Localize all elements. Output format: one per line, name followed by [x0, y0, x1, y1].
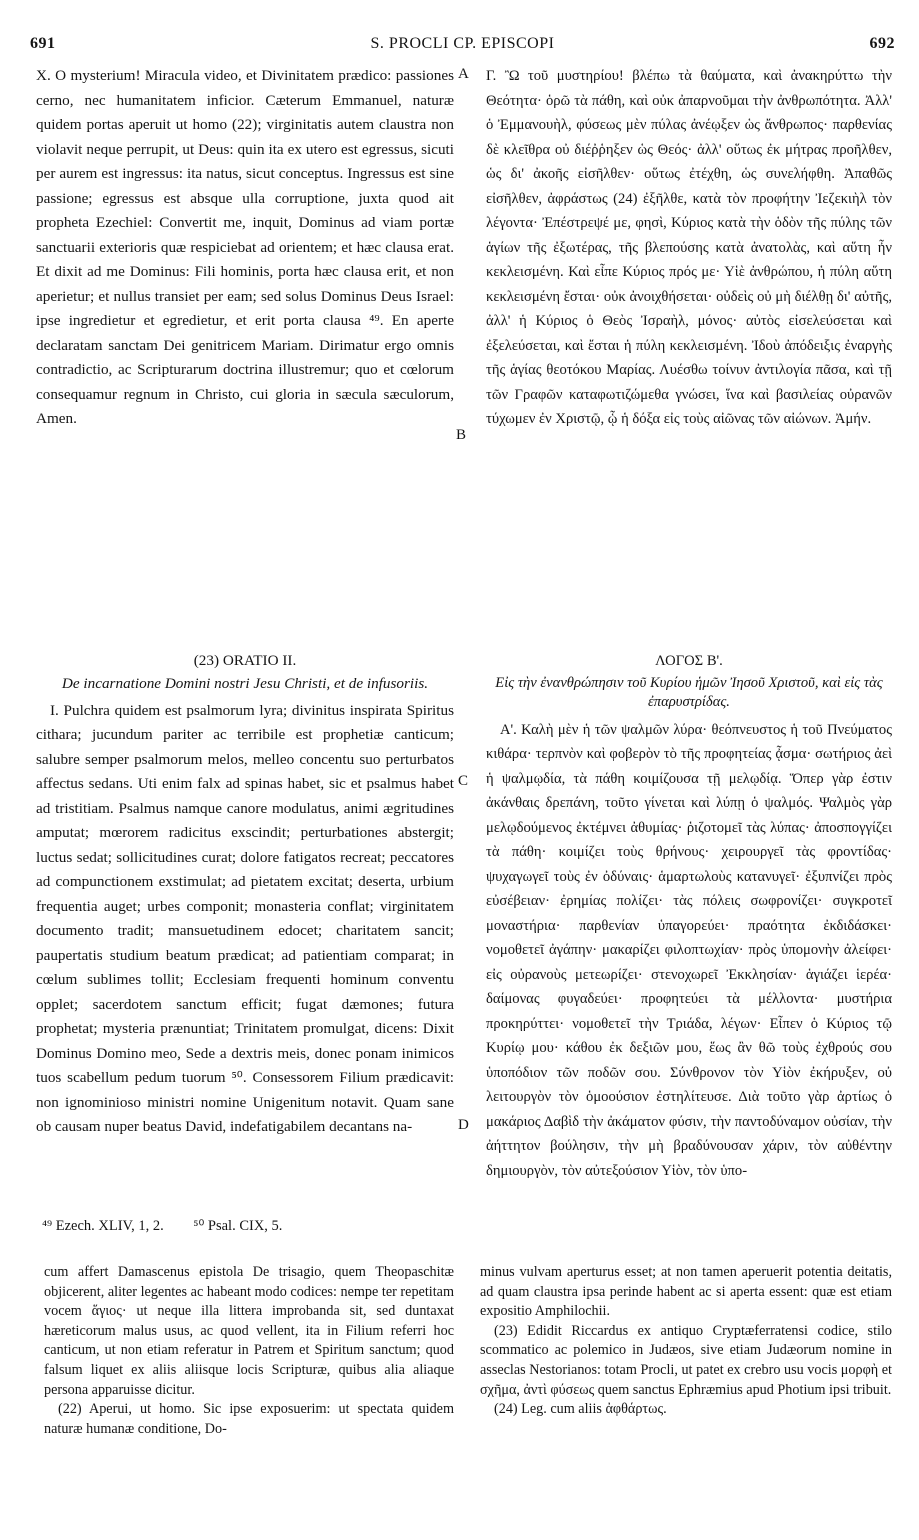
footnote-24: (24) Leg. cum aliis ἀφθάρτως. — [494, 1401, 667, 1418]
footnote-23: (23) Edidit Riccardus ex antiquo Cryptæferratensi codice, stilo scommatico ac polemico in Judæos, sive etiam Judæorum nomine in asseclas Nestorianos: totam Procli, ut patet ex crebro usu vocis μορφὴ et σχῆμα, ἀντὶ φύσεως quem sanctus Ephræmius apud Photium ipsi tribuit. — [480, 1322, 892, 1398]
scripture-references — [42, 1218, 308, 1235]
footnote-text: minus vulvam aperturus esset; at non tamen aperuerit potentia deitatis, ad quam claustra ipsa perinde habent ac si aperta essent: quæ est etiam expositio Amphilochii. — [480, 1264, 892, 1320]
scripture-note: ⁴⁹ Ezech. XLIV, 1, 2. — [42, 1218, 164, 1234]
footnote-22: (22) Aperui, ut homo. Sic ipse exposuerim: ut spectata quidem naturæ humanæ conditione, Do- — [44, 1401, 454, 1437]
greek-section-logos-b — [486, 649, 892, 1183]
greek-paragraph-gamma: Γ. Ὢ τοῦ μυστηρίου! βλέπω τὰ θαύματα, καὶ ἀνακηρύττω τὴν Θεότητα· ὁρῶ τὰ πάθη, καὶ οὐκ ἀπαρνοῦμαι τὴν ἀνθρωπότητα. Ἀλλ' ὁ Ἐμμανουὴλ, φύσεως μὲν πύλας ἀνέῳξεν ὡς ἄνθρωπος· παρθενίας δὲ κλεῖθρα οὐ διέῤῥηξεν ὡς Θεός· ἀλλ' οὕτως ἐκ μήτρας προῆλθεν, ὡς δι' ἀκοῆς εἰσῆλθεν· οὕτως ἐτέχθη, ὡς συνελήφθη. Ἀπαθῶς εἰσῆλθεν, ἀφράστως (24) ἐξῆλθε, κατὰ τὸν προφήτην Ἰεζεκιὴλ τὸν λέγοντα· Ἐπέστρεψέ με, φησὶ, Κύριος κατὰ τὴν ὁδὸν τῆς πύλης τῶν ἁγίων τῆς ἐξωτέρας, τῆς βλεπούσης κατὰ ἀνατολὰς, καὶ αὕτη ἦν κεκλεισμένη. Καὶ εἶπε Κύριος πρός με· Υἱὲ ἀνθρώπου, ἡ πύλη αὕτη κεκλεισμένη ἔσται· οὐκ ἀνοιχθήσεται· οὐδεὶς οὐ μὴ διέλθῃ δι' αὐτῆς, ἀλλ' ἡ Κύριος ὁ Θεὸς Ἰσραὴλ, μόνος· αὐτὸς εἰσελεύσεται καὶ ἐξελεύσεται, καὶ ἔσται ἡ πύλη κεκλεισμένη. Ἰδοὺ ἀπόδειξις ἐναργὴς τῆς ἁγίας θεοτόκου Μαρίας. Λυέσθω τοίνυν ἀντιλογία πᾶσα, καὶ τῇ τῶν Γραφῶν καταφωτιζώμεθα γνώσει, ἵνα καὶ βασιλείας οὐρανῶν τύχωμεν ἐν Χριστῷ, ᾧ ἡ δόξα εἰς τοὺς αἰῶνας τῶν αἰώνων. Ἀμήν. — [486, 68, 892, 427]
latin-section-oratio-ii — [36, 649, 454, 1140]
greek-body-text: Α'. Καλὴ μὲν ἡ τῶν ψαλμῶν λύρα· θεόπνευστος ἡ τοῦ Πνεύματος κιθάρα· τερπνὸν καὶ φοβερὸν τὸ τῆς προφητείας ᾆσμα· σωτήριος ἀεὶ ἡ ψαλμῳδία, τὰ πάθη κοιμίζουσα τῇ μελῳδίᾳ. Ὅπερ γὰρ ἐστιν ἀκάνθαις δρεπάνη, τοῦτο γίνεται καὶ λύπῃ ὁ ψαλμός. Ψαλμὸς γὰρ μελῳδούμενος ἐκτέμνει ἀθυμίας· ῥιζοτομεῖ τὰς λύπας· ἀποσπογγίζει τὰ πάθη· κοιμίζει τοὺς θρήνους· χειρουργεῖ τὰς φροντίδας· ψυχαγωγεῖ τοὺς ἐν ὀδύναις· ἁμαρτωλοὺς κατανυγεῖ· ἐξυπνίζει πρὸς εὐσέβειαν· ἐρημίας πολίζει· τὰς πόλεις σωφρονίζει· συγκροτεῖ μοναστήρια· παρθενίαν ὑπαγορεύει· πραότητα ἐκδιδάσκει· νομοθετεῖ ἀγάπην· μακαρίζει φιλοπτωχίαν· πρὸς ὑπομονὴν ἀλείφει· εἰς οὐρανοὺς μετεωρίζει· στενοχωρεῖ Ἐκκλησίαν· ἁγιάζει ἱερέα· δαίμονας φυγαδεύει· προφητεύει τὰ μέλλοντα· μυστήρια προκηρύττει· νομοθετεῖ τὴν Τριάδα, λέγων· Εἶπεν ὁ Κύριος τῷ Κυρίῳ μου· κάθου ἐκ δεξιῶν μου, ἕως ἂν θῶ τοὺς ἐχθρούς σου ὑποπόδιον τῶν ποδῶν σου. Σύνθρονον τὸν Υἱὸν ἐκήρυξεν, οὐ λειτουργὸν τὸν ὁμοούσιον ἐστηλίτευσε. Διὰ τοῦτο γὰρ ἀρτίως ὁ μακάριος Δαβὶδ τὴν ἀκάματον φύσιν, τὴν παντοδύναμον οὐσίαν, τὴν ἀήττητον βούλησιν, τὴν μὴ βραδύνουσαν χάριν, τὸν αὐθέντην δημιουργὸν, τὸν αὐτεξούσιον Υἱὸν, τὸν ὑπο- — [486, 721, 892, 1179]
latin-body-text: I. Pulchra quidem est psalmorum lyra; divinitus inspirata Spiritus cithara; jucundum pariter ac terribile est prophetiæ canticum; salubre semper psalmorum melos, melleo concentu suo perturbatos affectus sedans. Uti enim falx ad spinas habet, sic et psalmus habet ad tristitiam. Psalmus namque canore modulatus, animi ægritudines amputat; mœrorem radicitus exscindit; perturbationes abstergit; luctus sedat; sollicitudines curat; dolore fatigatos recreat; peccatores ad compunctionem exstimulat; ad pietatem excitat; deserta, urbium frequentia auget; urbes componit; monasteria conflat; virginitatem documento tradit; mansuetudinem edocet; charitatem sancit; paupertatis studium beatum prædicat; ad patientiam comparat; in cœlum sublimes tollit; Ecclesiam frequenti hominum conventu opplet; sacerdotem sanctum efficit; fugat dæmones; futura prophetat; mysteria prænuntiat; Trinitatem promulgat, dicens: Dixit Dominus Domino meo, Sede a dextris meis, donec ponam inimicos tuos scabellum pedum tuorum ⁵⁰. Consessorem Filium prædicavit: non ignominioso ministri nomine Unigenitum notavit. Quam sane ob causam nuper beatus David, indefatigabilem decantans na- — [36, 701, 454, 1135]
margin-marker-c: C — [458, 773, 469, 789]
footnote-text: cum affert Damascenus epistola De trisagio, quem Theopaschitæ objicerent, aliter legentes ac habeant modo codices: nempe ter repetitam vocem ἅγιος· ut neque illa littera improbanda sit, sed duntaxat hæreticorum malus usus, ac quod vellent, ita in Filium referri hoc canticum, ut non etiam referatur in Patrem et Spiritum sanctum; quod falsum liquet ex aliis aliisque locis Scripturæ, quibus alia aliaque persona apparuisse dicitur. — [44, 1264, 454, 1398]
greek-column-top — [486, 64, 892, 432]
scripture-note: ⁵⁰ Psal. CIX, 5. — [193, 1218, 283, 1234]
margin-marker-b: B — [456, 427, 467, 443]
running-title: S. PROCLI CP. EPISCOPI — [370, 35, 555, 52]
latin-column-top — [36, 64, 454, 432]
footnotes-right-column — [480, 1263, 892, 1420]
section-title-greek: ΛΟΓΟΣ Β'. — [655, 653, 723, 669]
margin-marker-d: D — [458, 1117, 469, 1133]
footnotes-left-column — [44, 1263, 454, 1439]
section-subtitle-latin: De incarnatione Domini nostri Jesu Christi, et de infusoriis. — [61, 674, 429, 692]
page-number-right: 692 — [869, 35, 895, 52]
section-title-latin: (23) ORATIO II. — [193, 652, 297, 669]
running-head — [30, 35, 895, 57]
margin-marker-a: A — [458, 66, 469, 82]
section-subtitle-greek: Εἰς τὴν ἐνανθρώπησιν τοῦ Κυρίου ἡμῶν Ἰησοῦ Χριστοῦ, καὶ εἰς τὰς ἐπαρυστρίδας. — [495, 674, 883, 710]
page-number-left: 691 — [30, 35, 56, 52]
latin-paragraph-x: X. O mysterium! Miracula video, et Divinitatem prædico: passiones cerno, nec humanitatem inficior. Cæterum Emmanuel, naturæ quidem portas aperuit ut homo (22); virginitatis autem claustra non violavit neque perrupit, ut Deus: quin ita ex utero est egressus, sicuti per aurem est ingressus: ita natus, sicut conceptus. Ingressus est sine passione; egressus est absque ulla corruptione, juxta quod ait propheta Ezechiel: Convertit me, inquit, Dominus ad viam portæ sanctuarii exterioris quæ respiciebat ad orientem; et hæc clausa erat. Et dixit ad me Dominus: Fili hominis, porta hæc clausa erit, et non aperietur; et nullus transiet per eam; sed solus Dominus Deus Israel: ipse ingredietur et egredietur, et erit porta clausa ⁴⁹. En aperte declaratam sanctam Dei genitricem Mariam. Dirimatur ergo omnis contradictio, ac Scripturarum doctrina illustremur; quo et cœlorum consequamur regnum in Christo, cui gloria in sæcula sæculorum, Amen. — [36, 67, 454, 427]
